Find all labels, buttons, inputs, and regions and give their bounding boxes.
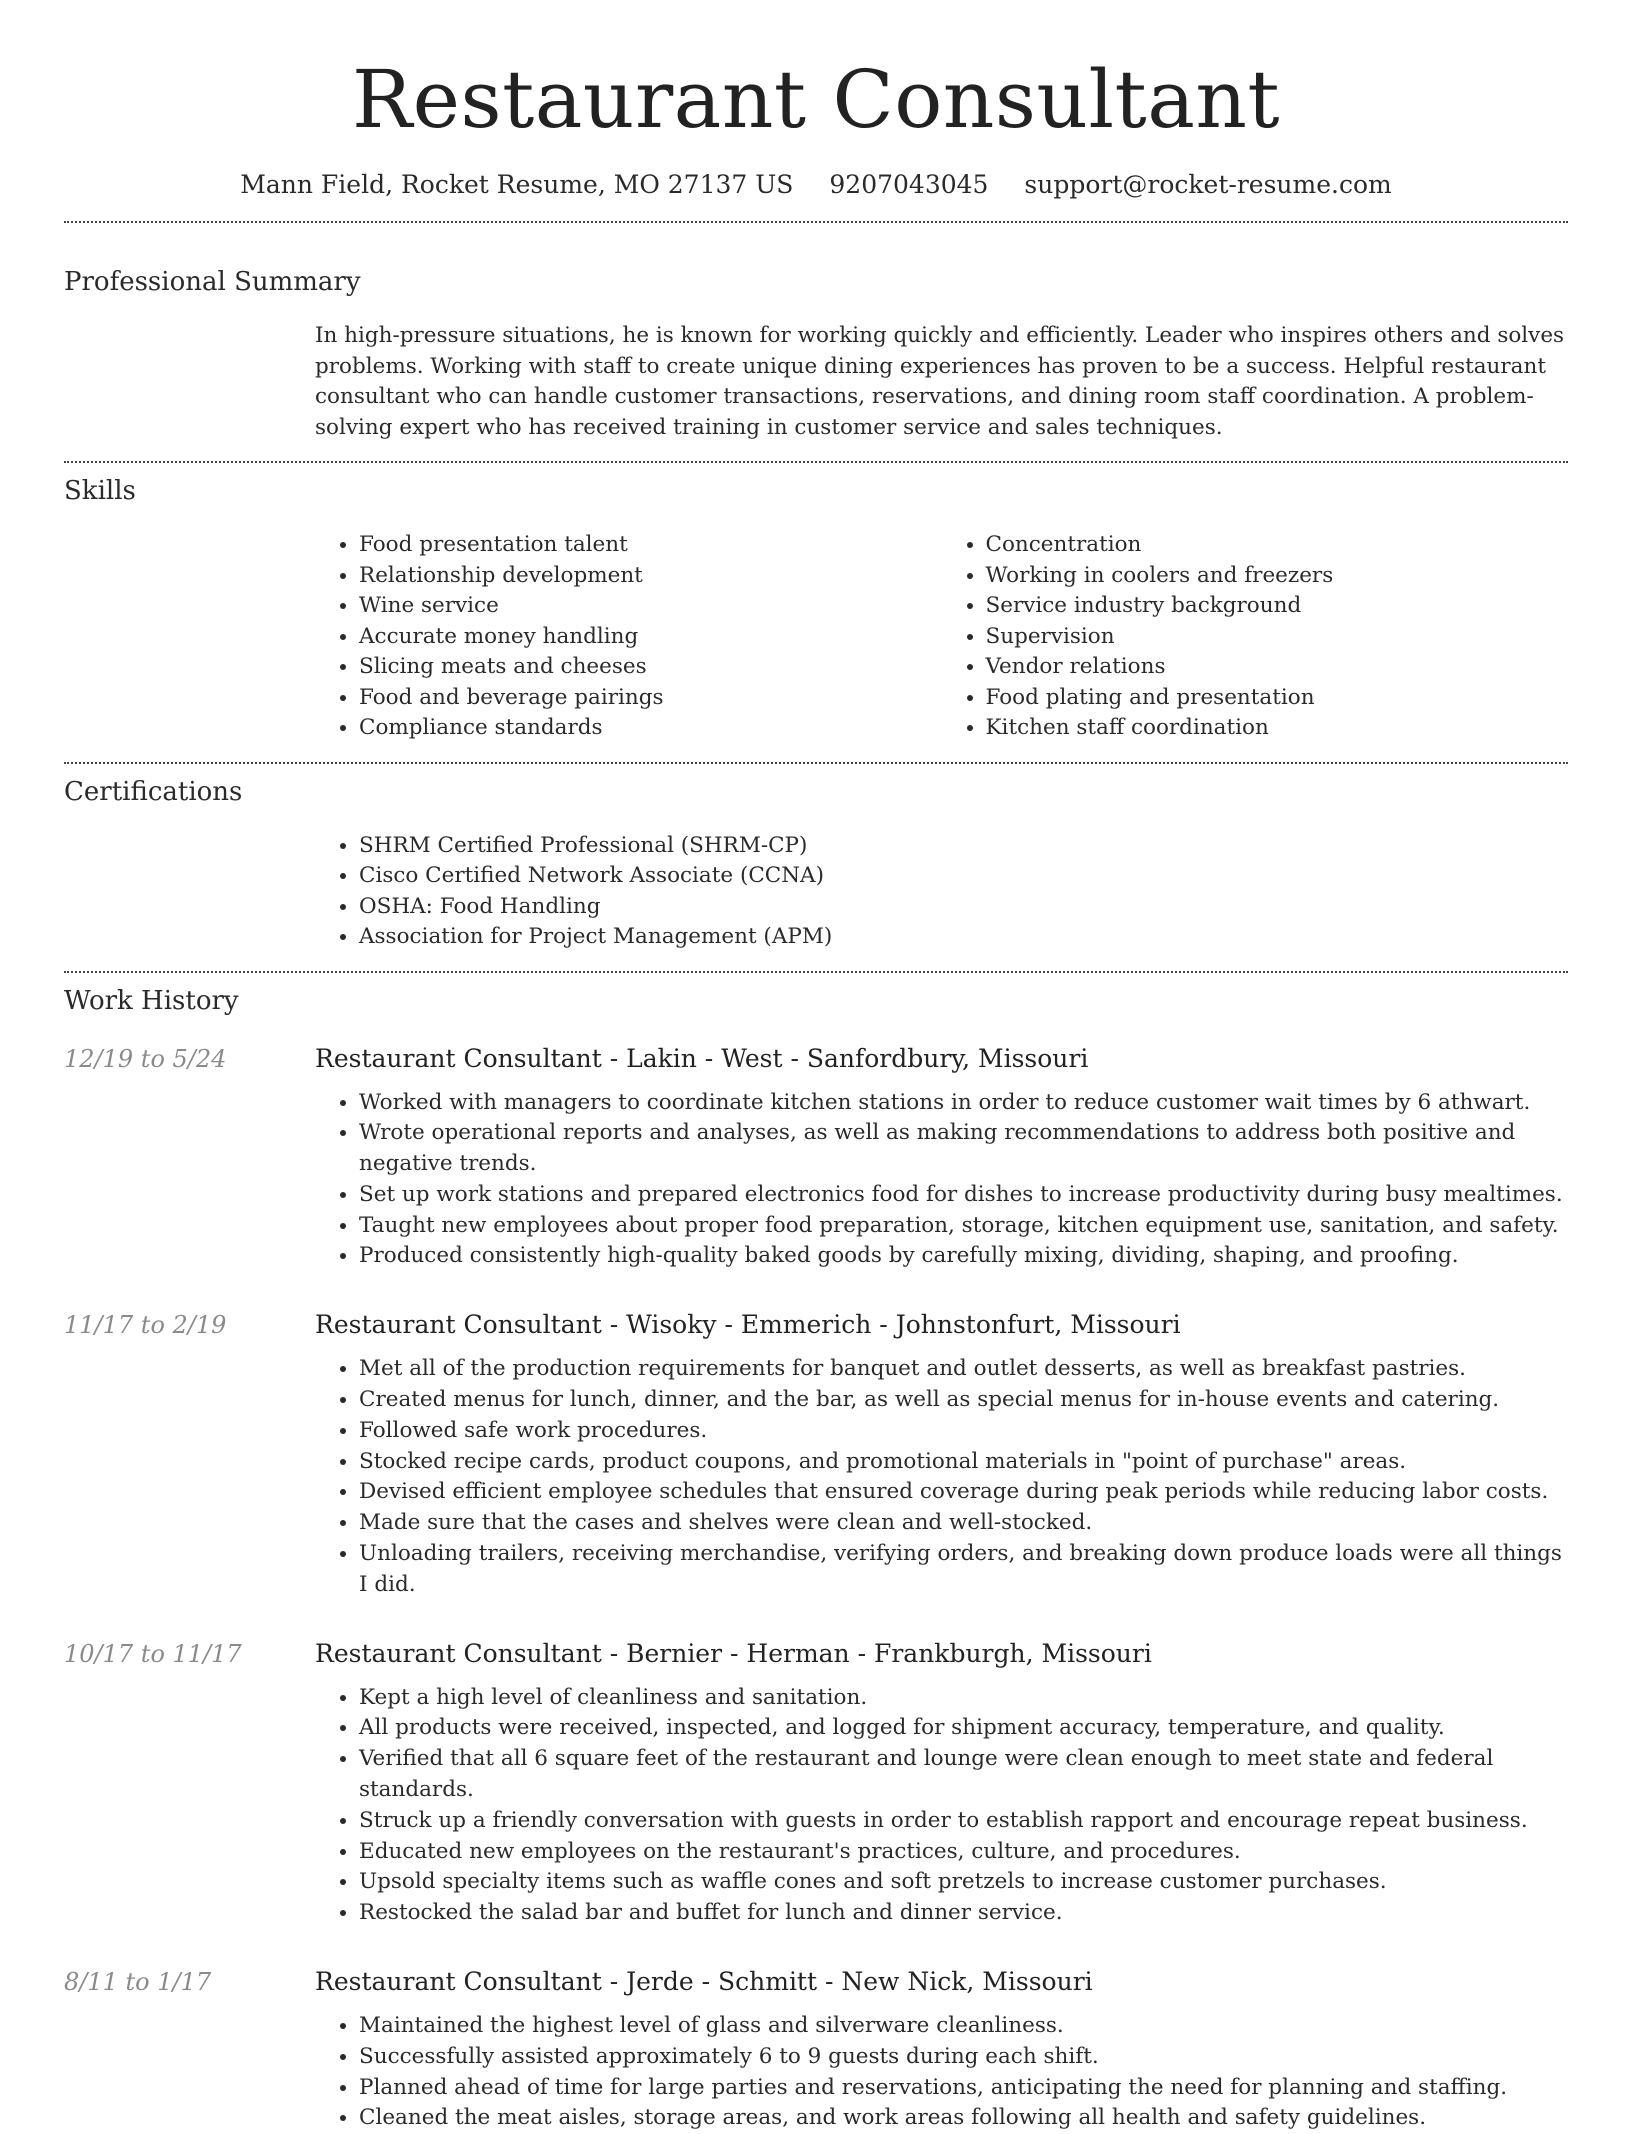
job-bullet: • Followed safe work procedures. [359, 1416, 1568, 1447]
job-bullet: • Restocked the salad bar and buffet for lunch and dinner service. [359, 1898, 1568, 1929]
summary-section [64, 265, 1568, 443]
job-date: 8/11 to 1/17 [64, 1965, 211, 1999]
job-bullet: • Made sure that the cases and shelves were clean and well-stocked. [359, 1508, 1568, 1539]
contact-email: support@rocket-resume.com [1024, 170, 1391, 199]
summary-text: In high-pressure situations, he is known for working quickly and efficiently. Leader who inspires others and solves problems. Working with staff to create unique dining experiences has proven to be a success. Helpful restaurant consultant who can handle customer transactions, reservations, and dining room staff coordination. A problem-solving expert who has received training in customer service and sales techniques. [315, 321, 1568, 443]
skill-item: • Wine service [359, 591, 942, 622]
divider [64, 971, 1568, 973]
job-bullet: • Maintained the highest level of glass and silverware cleanliness. [359, 2011, 1568, 2042]
certification-item: • SHRM Certified Professional (SHRM-CP) [359, 831, 1568, 862]
job-bullet: • Educated new employees on the restaurant's practices, culture, and procedures. [359, 1837, 1568, 1868]
contact-address: Mann Field, Rocket Resume, MO 27137 US [240, 170, 793, 199]
skill-item: • Vendor relations [986, 652, 1569, 683]
job-bullet: • Cleaned the meat aisles, storage areas, and work areas following all health and safety guidelines. [359, 2103, 1568, 2134]
job-date: 10/17 to 11/17 [64, 1637, 242, 1671]
skills-section [64, 474, 1568, 744]
contact-phone: 9207043045 [829, 170, 988, 199]
job-bullet: • Set up work stations and prepared electronics food for dishes to increase productivity during busy mealtimes. [359, 1180, 1568, 1211]
resume-name: Restaurant Consultant [64, 0, 1568, 148]
job-title: Restaurant Consultant - Wisoky - Emmerich - Johnstonfurt, Missouri [315, 1308, 1568, 1342]
job-date: 11/17 to 2/19 [64, 1308, 226, 1342]
certifications-items [315, 831, 1568, 953]
divider [64, 461, 1568, 463]
skill-item: • Food plating and presentation [986, 683, 1569, 714]
job-bullet: • Devised efficient employee schedules that ensured coverage during peak periods while reducing labor costs. [359, 1477, 1568, 1508]
skill-item: • Service industry background [986, 591, 1569, 622]
skill-item: • Supervision [986, 622, 1569, 653]
certifications-section [64, 775, 1568, 953]
job-bullet: • Taught new employees about proper food preparation, storage, kitchen equipment use, sanitation, and safety. [359, 1211, 1568, 1242]
job-bullet: • Successfully assisted approximately 6 to 9 guests during each shift. [359, 2042, 1568, 2073]
job-bullet: • Worked with managers to coordinate kitchen stations in order to reduce customer wait times by 6 athwart. [359, 1088, 1568, 1119]
skills-title: Skills [64, 474, 1568, 508]
job-bullet: • Verified that all 6 square feet of the restaurant and lounge were clean enough to meet state and federal standards. [359, 1744, 1568, 1806]
skill-item: • Working in coolers and freezers [986, 561, 1569, 592]
job-bullets [315, 1683, 1568, 1929]
certifications-title: Certifications [64, 775, 1568, 809]
job-bullet: • All products were received, inspected, and logged for shipment accuracy, temperature, and quality. [359, 1713, 1568, 1744]
job-date: 12/19 to 5/24 [64, 1042, 226, 1076]
job-entry [64, 1042, 1568, 1273]
job-entry [64, 1637, 1568, 1929]
work-history-section [64, 984, 1568, 2134]
job-bullet: • Met all of the production requirements for banquet and outlet desserts, as well as breakfast pastries. [359, 1354, 1568, 1385]
skill-item: • Food presentation talent [359, 530, 942, 561]
skill-item: • Accurate money handling [359, 622, 942, 653]
job-bullet: • Planned ahead of time for large parties and reservations, anticipating the need for planning and staffing. [359, 2073, 1568, 2104]
job-bullets [315, 1354, 1568, 1600]
skills-column-left [315, 530, 942, 744]
resume-page [64, 0, 1568, 2134]
skill-item: • Slicing meats and cheeses [359, 652, 942, 683]
certification-item: • Association for Project Management (APM) [359, 922, 1568, 953]
job-bullet: • Stocked recipe cards, product coupons, and promotional materials in "point of purchase" areas. [359, 1447, 1568, 1478]
job-bullet: • Unloading trailers, receiving merchandise, verifying orders, and breaking down produce loads were all things I did. [359, 1539, 1568, 1601]
certification-item: • Cisco Certified Network Associate (CCNA) [359, 861, 1568, 892]
summary-title: Professional Summary [64, 265, 1568, 299]
divider [64, 762, 1568, 764]
skill-item: • Kitchen staff coordination [986, 713, 1569, 744]
job-bullet: • Upsold specialty items such as waffle cones and soft pretzels to increase customer purchases. [359, 1867, 1568, 1898]
job-entry [64, 1965, 1568, 2134]
job-bullet: • Created menus for lunch, dinner, and the bar, as well as special menus for in-house events and catering. [359, 1385, 1568, 1416]
certification-item: • OSHA: Food Handling [359, 892, 1568, 923]
skill-item: • Compliance standards [359, 713, 942, 744]
skill-item: • Relationship development [359, 561, 942, 592]
job-title: Restaurant Consultant - Jerde - Schmitt - New Nick, Missouri [315, 1965, 1568, 1999]
job-bullets [315, 1088, 1568, 1273]
work-history-title: Work History [64, 984, 1568, 1018]
skill-item: • Food and beverage pairings [359, 683, 942, 714]
certifications-list [315, 831, 1568, 953]
job-bullet: • Wrote operational reports and analyses, as well as making recommendations to address both positive and negative trends. [359, 1118, 1568, 1180]
job-bullet: • Produced consistently high-quality baked goods by carefully mixing, dividing, shaping, and proofing. [359, 1241, 1568, 1272]
skill-item: • Concentration [986, 530, 1569, 561]
job-bullets [315, 2011, 1568, 2134]
job-bullet: • Struck up a friendly conversation with guests in order to establish rapport and encourage repeat business. [359, 1806, 1568, 1837]
job-entry [64, 1308, 1568, 1600]
divider [64, 221, 1568, 223]
job-title: Restaurant Consultant - Lakin - West - Sanfordbury, Missouri [315, 1042, 1568, 1076]
job-title: Restaurant Consultant - Bernier - Herman - Frankburgh, Missouri [315, 1637, 1568, 1671]
contact-line [64, 168, 1568, 202]
skills-column-right [942, 530, 1569, 744]
skills-list [315, 530, 1568, 744]
job-bullet: • Kept a high level of cleanliness and sanitation. [359, 1683, 1568, 1714]
